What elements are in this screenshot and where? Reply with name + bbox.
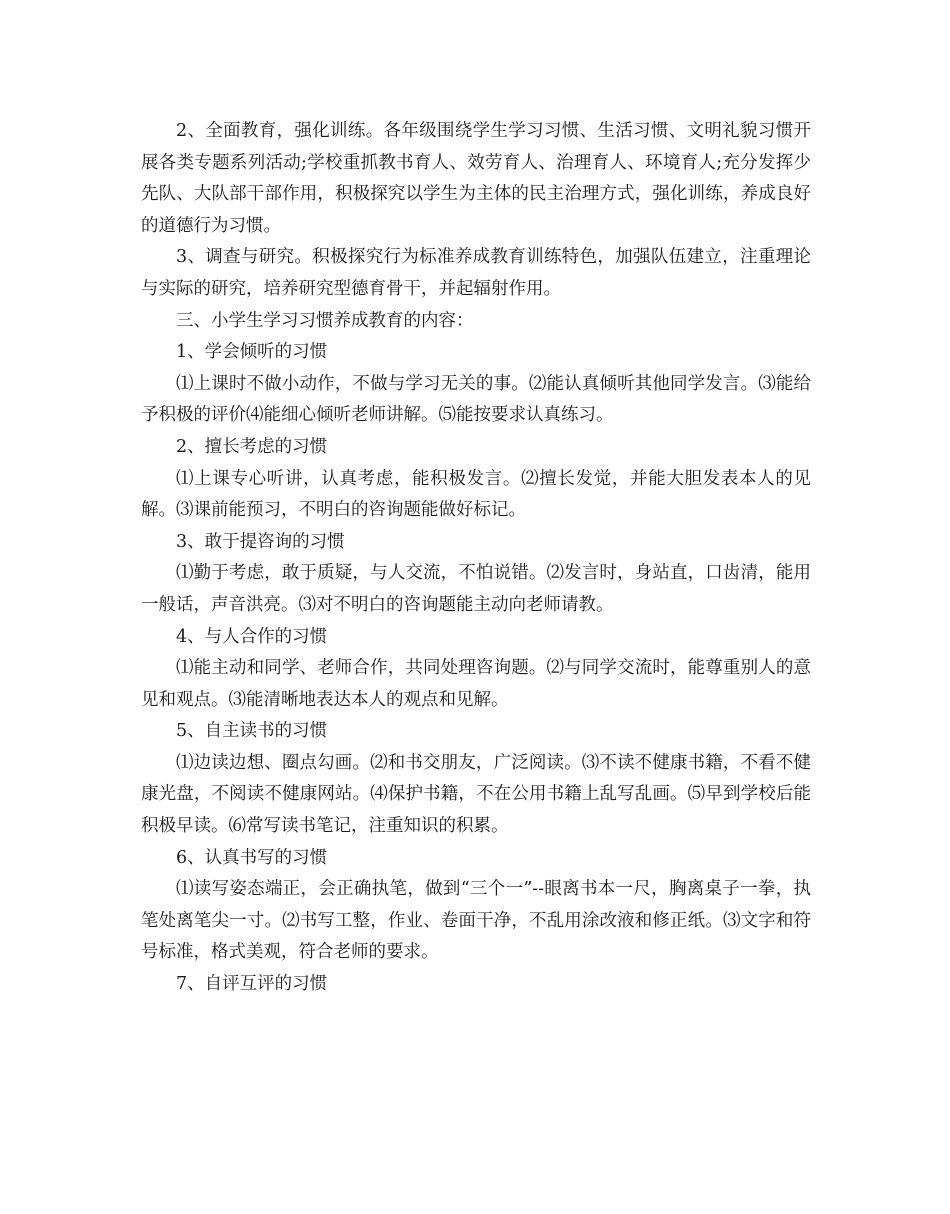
paragraph-investigation-research: 3、调查与研究。积极探究行为标准养成教育训练特色，加强队伍建立，注重理论与实际的研究，培养研究型德育骨干，并起辐射作用。 [141,247,811,299]
item-heading-cooperation: 4、与人合作的习惯 [176,626,328,647]
section-heading-learning-habits: 三、小学生学习习惯养成教育的内容： [176,310,474,331]
item-heading-listening: 1、学会倾听的习惯 [176,342,328,363]
item-body-thinking: ⑴上课专心听讲，认真考虑，能积极发言。⑵擅长发觉，并能大胆发表本人的见解。⑶课前能预习，不明白的咨询题能做好标记。 [141,468,811,521]
item-body-questioning: ⑴勤于考虑，敢于质疑，与人交流，不怕说错。⑵发言时，身站直，口齿清，能用一般话，声音洪亮。⑶对不明白的咨询题能主动向老师请教。 [141,563,811,615]
item-heading-questioning: 3、敢于提咨询的习惯 [176,531,345,552]
paragraph-overall-education: 2、全面教育，强化训练。各年级围绕学生学习习惯、生活习惯、文明礼貌习惯开展各类专题系列活动;学校重抓教书育人、效劳育人、治理育人、环境育人;充分发挥少先队、大队部干部作用，积极探究以学生为主体的民主治理方式，强化训练，养成良好的道德行为习惯。 [141,121,811,236]
document-body [141,116,811,1001]
item-heading-reading: 5、自主读书的习惯 [176,721,328,742]
item-body-listening: ⑴上课时不做小动作，不做与学习无关的事。⑵能认真倾听其他同学发言。⑶能给予积极的评价⑷能细心倾听老师讲解。⑸能按要求认真练习。 [141,373,811,426]
item-heading-thinking: 2、擅长考虑的习惯 [176,436,328,457]
item-body-writing: ⑴读写姿态端正，会正确执笔，做到“三个一”--眼离书本一尺，胸离桌子一拳，执笔处离笔尖一寸。⑵书写工整，作业、卷面干净，不乱用涂改液和修正纸。⑶文字和符号标准，格式美观，符合老师的要求。 [141,879,811,963]
item-heading-writing: 6、认真书写的习惯 [176,847,328,868]
item-heading-self-evaluation: 7、自评互评的习惯 [176,974,328,995]
item-body-cooperation: ⑴能主动和同学、老师合作，共同处理咨询题。⑵与同学交流时，能尊重别人的意见和观点。⑶能清晰地表达本人的观点和见解。 [141,658,811,710]
item-body-reading: ⑴边读边想、圈点勾画。⑵和书交朋友，广泛阅读。⑶不读不健康书籍，不看不健康光盘，不阅读不健康网站。⑷保护书籍，不在公用书籍上乱写乱画。⑸早到学校后能积极早读。⑹常写读书笔记，注重知识的积累。 [141,752,811,837]
